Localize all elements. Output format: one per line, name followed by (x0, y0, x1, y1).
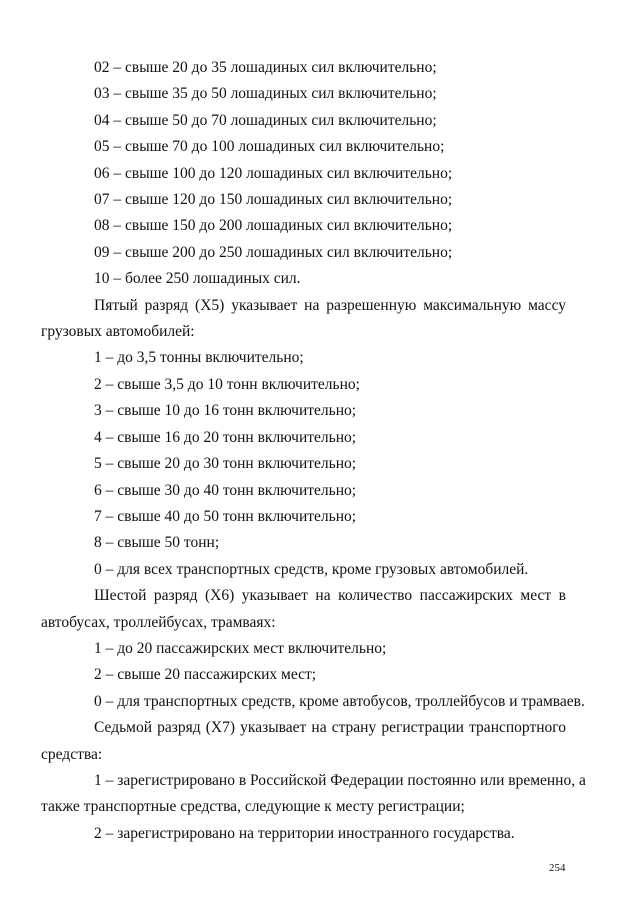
x7-paragraph (41, 715, 566, 768)
power-item-04: 04 – свыше 50 до 70 лошадиных сил включительно; (94, 111, 437, 129)
x5-item-8: 8 – свыше 50 тонн; (94, 534, 220, 552)
x6-paragraph (41, 583, 566, 636)
x5-item-0: 0 – для всех транспортных средств, кроме грузовых автомобилей. (94, 560, 529, 578)
page-number: 254 (549, 862, 566, 874)
x5-paragraph (41, 293, 566, 346)
power-item-10: 10 – более 250 лошадиных сил. (94, 270, 301, 288)
x5-item-4: 4 – свыше 16 до 20 тонн включительно; (94, 428, 357, 446)
x5-heading-line2: грузовых автомобилей: (41, 323, 195, 341)
x7-heading-line1: Седьмой разряд (X7) указывает на страну регистрации транспортного (94, 719, 566, 737)
x7-heading-line2: средства: (41, 745, 103, 763)
power-item-08: 08 – свыше 150 до 200 лошадиных сил включительно; (94, 217, 453, 235)
x5-item-5: 5 – свыше 20 до 30 тонн включительно; (94, 455, 357, 473)
x5-item-2: 2 – свыше 3,5 до 10 тонн включительно; (94, 375, 360, 393)
x6-heading-line1: Шестой разряд (X6) указывает на количество пассажирских мест в (94, 587, 566, 605)
power-item-02: 02 – свыше 20 до 35 лошадиных сил включительно; (94, 59, 437, 76)
x7-item-1-line1: 1 – зарегистрировано в Российской Федерации постоянно или временно, а (94, 771, 586, 789)
power-item-09: 09 – свыше 200 до 250 лошадиных сил включительно; (94, 243, 453, 261)
power-item-05: 05 – свыше 70 до 100 лошадиных сил включительно; (94, 138, 445, 156)
x6-item-2: 2 – свыше 20 пассажирских мест; (94, 666, 317, 684)
x6-item-0: 0 – для транспортных средств, кроме автобусов, троллейбусов и трамваев. (94, 692, 585, 710)
x5-item-3: 3 – свыше 10 до 16 тонн включительно; (94, 402, 357, 420)
x7-item-2: 2 – зарегистрировано на территории иностранного государства. (94, 824, 515, 842)
x6-item-1: 1 – до 20 пассажирских мест включительно; (94, 639, 387, 657)
x6-heading-line2: автобусах, троллейбусах, трамваях: (41, 613, 276, 631)
power-item-07: 07 – свыше 120 до 150 лошадиных сил включительно; (94, 191, 453, 209)
power-item-06: 06 – свыше 100 до 120 лошадиных сил включительно; (94, 164, 453, 182)
x7-item-1-line2: также транспортные средства, следующие к месту регистрации; (41, 798, 465, 816)
x5-item-7: 7 – свыше 40 до 50 тонн включительно; (94, 507, 357, 525)
x5-item-1: 1 – до 3,5 тонны включительно; (94, 349, 304, 367)
power-item-03: 03 – свыше 35 до 50 лошадиных сил включительно; (94, 85, 437, 103)
x5-heading-line1: Пятый разряд (X5) указывает на разрешенную максимальную массу (94, 296, 566, 314)
x5-item-6: 6 – свыше 30 до 40 тонн включительно; (94, 481, 357, 499)
page-body (41, 55, 586, 847)
x7-item-1 (41, 768, 586, 821)
